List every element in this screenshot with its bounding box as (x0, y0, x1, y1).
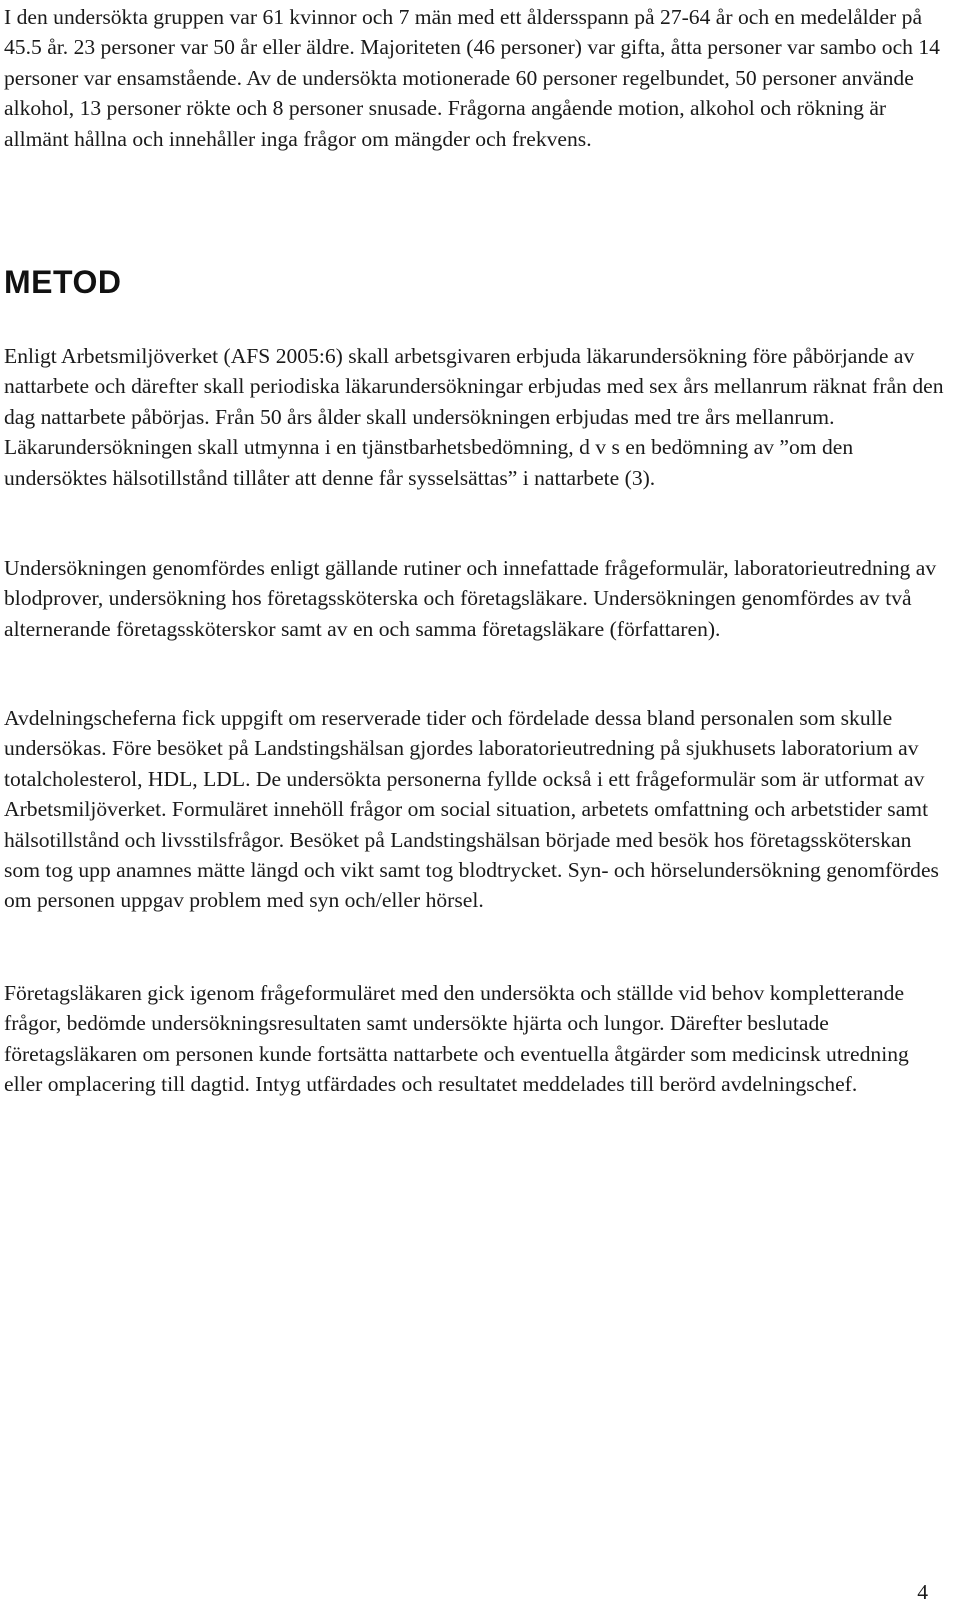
section-heading: METOD (4, 264, 122, 300)
body-paragraph-1: Enligt Arbetsmiljöverket (AFS 2005:6) skall arbetsgivaren erbjuda läkarundersökning före påbörjande av nattarbete och därefter skall periodiska läkarundersökningar erbjudas med sex års mellanrum räknat från den dag nattarbete påbörjas. Från 50 års ålder skall undersökningen erbjudas med tre års mellanrum. Läkarundersökningen skall utmynna i en tjänstbarhetsbedömning, d v s en bedömning av ”om den undersöktes hälsotillstånd tillåter att denne får sysselsättas” i nattarbete (3). (4, 344, 944, 490)
body-paragraph-2: Undersökningen genomfördes enligt gällande rutiner och innefattade frågeformulär, laboratorieutredning av blodprover, undersökning hos företagssköterska och företagsläkare. Undersökningen genomfördes av två alternerande företagssköterskor samt av en och samma företagsläkare (författaren). (4, 556, 937, 641)
body-paragraph-3: Avdelningscheferna fick uppgift om reserverade tider och fördelade dessa bland personalen som skulle undersökas. Före besöket på Landstingshälsan gjordes laboratorieutredning på sjukhusets laboratorium av totalcholesterol, HDL, LDL. De undersökta personerna fyllde också i ett frågeformulär som är utformat av Arbetsmiljöverket. Formuläret innehöll frågor om social situation, arbetets omfattning och arbetstider samt hälsotillstånd och livsstilsfrågor. Besöket på Landstingshälsan började med besök hos företagssköterskan som tog upp anamnes mätte längd och vikt samt tog blodtrycket. Syn- och hörselundersökning genomfördes om personen uppgav problem med syn och/eller hörsel. (4, 706, 939, 913)
intro-paragraph: I den undersökta gruppen var 61 kvinnor och 7 män med ett åldersspann på 27-64 år och en medelålder på 45.5 år. 23 personer var 50 år eller äldre. Majoriteten (46 personer) var gifta, åtta personer var sambo och 14 personer var ensamstående. Av de undersökta motionerade 60 personer regelbundet, 50 personer använde alkohol, 13 personer rökte och 8 personer snusade. Frågorna angående motion, alkohol och rökning är allmänt hållna och innehåller inga frågor om mängder och frekvens. (4, 5, 940, 151)
body-paragraph-4: Företagsläkaren gick igenom frågeformuläret med den undersökta och ställde vid behov kompletterande frågor, bedömde undersökningsresultaten samt undersökte hjärta och lungor. Därefter beslutade företagsläkaren om personen kunde fortsätta nattarbete och eventuella åtgärder som medicinsk utredning eller omplacering till dagtid. Intyg utfärdades och resultatet meddelades till berörd avdelningschef. (4, 981, 909, 1097)
page-number: 4 (917, 1580, 928, 1604)
